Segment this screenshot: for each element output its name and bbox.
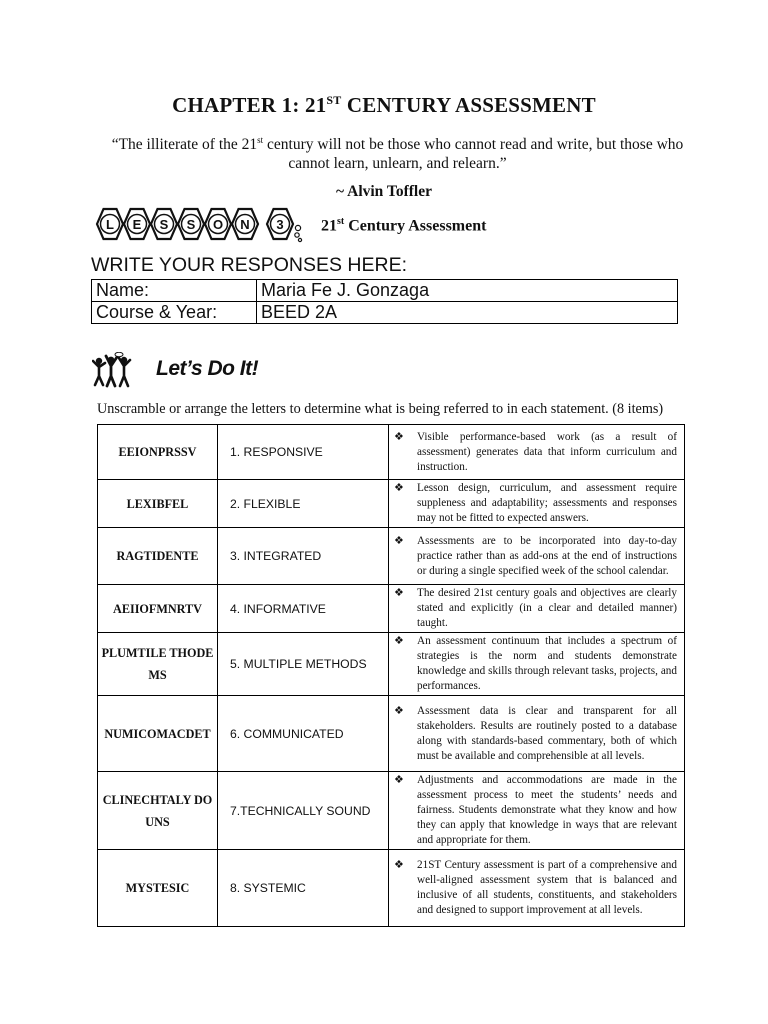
diamond-bullet-icon: ❖ xyxy=(394,774,404,786)
statement-cell xyxy=(389,696,685,772)
statement-text: 21ST Century assessment is part of a comprehensive and well-aligned assessment system that is balanced and inclusive of all students, constituents, and stakeholders and designed to support improvement at all levels. xyxy=(417,859,677,916)
response-label: Course & Year: xyxy=(92,302,257,324)
puzzle-row xyxy=(98,480,685,528)
statement-cell xyxy=(389,425,685,480)
statement-text: Assessment data is clear and transparent for all stakeholders. Results are routinely posted to a database along with standards-based commentary, both of which must be available and comprehensible at all levels. xyxy=(417,704,677,762)
puzzle-row xyxy=(98,528,685,585)
diamond-bullet-icon: ❖ xyxy=(394,587,404,599)
puzzle-row xyxy=(98,425,685,480)
diamond-bullet-icon: ❖ xyxy=(394,482,404,494)
diamond-bullet-icon: ❖ xyxy=(394,534,404,547)
lesson-letter: S xyxy=(186,217,196,232)
response-value: Maria Fe J. Gonzaga xyxy=(257,280,678,302)
chapter-title: CHAPTER 1: 21ST CENTURY ASSESSMENT xyxy=(172,93,596,117)
answer-word: 1. RESPONSIVE xyxy=(218,425,389,480)
diamond-bullet-icon: ❖ xyxy=(394,859,404,871)
response-row xyxy=(92,280,678,302)
puzzle-row xyxy=(98,850,685,927)
responses-table xyxy=(91,279,678,324)
answer-word: 8. SYSTEMIC xyxy=(218,850,389,927)
statement-text: Lesson design, curriculum, and assessment require suppleness and adaptability; assessments and responses may not be fitted to expected answers. xyxy=(417,482,677,524)
lesson-letter: O xyxy=(212,217,224,232)
puzzle-row xyxy=(98,585,685,633)
scrambled-word: AEIIOFMNRTV xyxy=(98,585,218,633)
statement-text: The desired 21st century goals and objectives are clearly stated and explicitly (in a clear and detailed manner) taught. xyxy=(417,587,677,629)
answer-word: 4. INFORMATIVE xyxy=(218,585,389,633)
unscramble-table xyxy=(97,424,685,927)
lesson-banner xyxy=(94,205,514,245)
decorative-bubble-icon xyxy=(295,225,300,230)
puzzle-row xyxy=(98,772,685,850)
statement-cell xyxy=(389,480,685,528)
scrambled-word: RAGTIDENTE xyxy=(98,528,218,585)
quote-text: “The illiterate of the 21st century will not be those who cannot read and write, but those who cannot learn, unlearn, and relearn.” xyxy=(111,134,684,172)
answer-word: 7.TECHNICALLY SOUND xyxy=(218,772,389,850)
lesson-number: 3 xyxy=(276,217,284,232)
puzzle-row xyxy=(98,696,685,772)
diamond-bullet-icon: ❖ xyxy=(394,430,404,443)
scrambled-word: EEIONPRSSV xyxy=(98,425,218,480)
scrambled-word: PLUMTILE THODEMS xyxy=(98,633,218,696)
scrambled-word: LEXIBFEL xyxy=(98,480,218,528)
statement-cell xyxy=(389,528,685,585)
diamond-bullet-icon: ❖ xyxy=(394,704,404,717)
answer-word: 2. FLEXIBLE xyxy=(218,480,389,528)
answer-word: 5. MULTIPLE METHODS xyxy=(218,633,389,696)
statement-cell xyxy=(389,633,685,696)
statement-cell xyxy=(389,772,685,850)
decorative-bubble-icon xyxy=(295,233,299,237)
puzzle-row xyxy=(98,633,685,696)
response-value: BEED 2A xyxy=(257,302,678,324)
response-label: Name: xyxy=(92,280,257,302)
statement-text: Adjustments and accommodations are made in the assessment process to meet the students’ needs and fairness. Students demonstrate what they know and how they can apply that knowledge in ways that are relevant and appropriate for them. xyxy=(417,774,677,846)
answer-word: 3. INTEGRATED xyxy=(218,528,389,585)
scrambled-word: NUMICOMACDET xyxy=(98,696,218,772)
lesson-letter: E xyxy=(132,217,142,232)
statement-cell xyxy=(389,850,685,927)
statement-text: An assessment continuum that includes a spectrum of strategies is the norm and students demonstrate knowledge and skills through relevant tasks, projects, and performances. xyxy=(417,635,677,692)
scrambled-word: MYSTESIC xyxy=(98,850,218,927)
scrambled-word: CLINECHTALY DOUNS xyxy=(98,772,218,850)
decorative-bubble-icon xyxy=(298,238,301,241)
answer-word: 6. COMMUNICATED xyxy=(218,696,389,772)
lesson-letter: S xyxy=(159,217,169,232)
lesson-letter: L xyxy=(106,217,114,232)
lesson-letter: N xyxy=(240,217,250,232)
diamond-bullet-icon: ❖ xyxy=(394,635,404,647)
response-row xyxy=(92,302,678,324)
lesson-topic: 21st Century Assessment xyxy=(321,216,487,235)
lesson-badge xyxy=(94,205,319,245)
quote-author: ~ Alvin Toffler xyxy=(336,183,432,200)
lets-do-it-banner xyxy=(92,352,262,392)
lets-do-it-title: Let’s Do It! xyxy=(156,357,259,380)
statement-cell xyxy=(389,585,685,633)
responses-heading: WRITE YOUR RESPONSES HERE: xyxy=(91,254,408,276)
statement-text: Visible performance-based work (as a result of assessment) generates data that inform curriculum and instruction. xyxy=(417,430,677,473)
instructions: Unscramble or arrange the letters to determine what is being referred to in each statement. (8 items) xyxy=(97,401,664,417)
statement-text: Assessments are to be incorporated into day-to-day practice rather than as add-ons at the end of instructions or during a single specified week of the school calendar. xyxy=(417,534,677,577)
